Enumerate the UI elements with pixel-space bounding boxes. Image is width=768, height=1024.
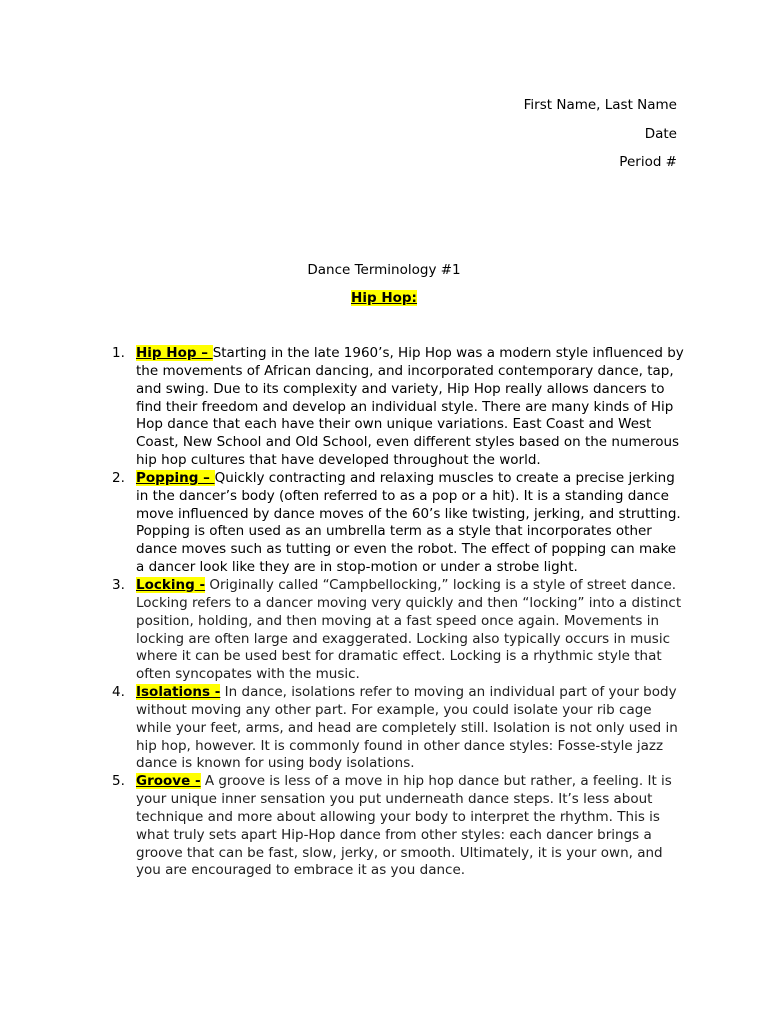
term-number: 1. bbox=[112, 345, 125, 361]
term-item-popping bbox=[112, 469, 684, 577]
term-number: 2. bbox=[112, 469, 125, 486]
term-item-groove bbox=[112, 773, 684, 880]
period-line: Period # bbox=[619, 154, 677, 170]
term-definition: Quickly contracting and relaxing muscles to create a precise jerking in the dancer’s body (often referred to as a pop or a hit). It is a standing dance move influenced by dance moves of the 60’s like twisting, jerking, and strutting. Popping is often used as an umbrella term as a style that incorporates other dance moves such as tutting or even the robot. The effect of popping can make a dancer look like they are in stop-motion or under a strobe light. bbox=[136, 469, 681, 576]
term-item-locking bbox=[112, 576, 684, 684]
term-number: 5. bbox=[112, 773, 125, 790]
term-list bbox=[112, 345, 684, 880]
document-title: Dance Terminology #1 bbox=[307, 262, 461, 278]
term-definition: Starting in the late 1960’s, Hip Hop was a modern style influenced by the movements of African dancing, and incorporated contemporary dance, tap, and swing. Due to its complexity and variety, Hip Hop really allows dancers to find their freedom and develop an individual style. There are many kinds of Hip Hop dance that each have their own unique variations. East Coast and West Coast, New School and Old School, even different styles based on the numerous hip hop cultures that have developed throughout the world. bbox=[136, 345, 684, 469]
term-item-hip-hop bbox=[112, 345, 684, 470]
section-heading-text: Hip Hop: bbox=[351, 290, 417, 306]
student-info-header bbox=[524, 91, 677, 177]
term-definition: A groove is less of a move in hip hop dance but rather, a feeling. It is your unique inner sensation you put underneath dance steps. It’s less about technique and more about allowing your body to interpret the rhythm. This is what truly sets apart Hip-Hop dance from other styles: each dancer brings a groove that can be fast, slow, jerky, or smooth. Ultimately, it is your own, and you are encouraged to embrace it as you dance. bbox=[136, 773, 672, 879]
term-label: Groove - bbox=[136, 773, 201, 790]
term-label: Hip Hop – bbox=[136, 345, 213, 361]
term-item-isolations bbox=[112, 684, 684, 773]
section-heading bbox=[0, 289, 768, 307]
term-label: Isolations - bbox=[136, 684, 221, 701]
term-definition: In dance, isolations refer to moving an individual part of your body without moving any other part. For example, you could isolate your rib cage while your feet, arms, and head are completely still. Isolation is not only used in hip hop, however. It is commonly found in other dance styles: Fosse-style jazz dance is known for using body isolations. bbox=[136, 684, 678, 772]
term-label: Popping – bbox=[136, 469, 215, 486]
term-number: 3. bbox=[112, 576, 125, 593]
term-definition: Originally called “Campbellocking,” locking is a style of street dance. Locking refers to a dancer moving very quickly and then “locking” into a distinct position, holding, and then moving at a fast speed once again. Movements in locking are often large and exaggerated. Locking also typically occurs in music where it can be used best for dramatic effect. Locking is a rhythmic style that often syncopates with the music. bbox=[136, 576, 682, 683]
name-line: First Name, Last Name bbox=[523, 97, 677, 113]
date-line: Date bbox=[644, 125, 677, 142]
term-label: Locking - bbox=[136, 576, 206, 593]
term-number: 4. bbox=[112, 684, 125, 701]
